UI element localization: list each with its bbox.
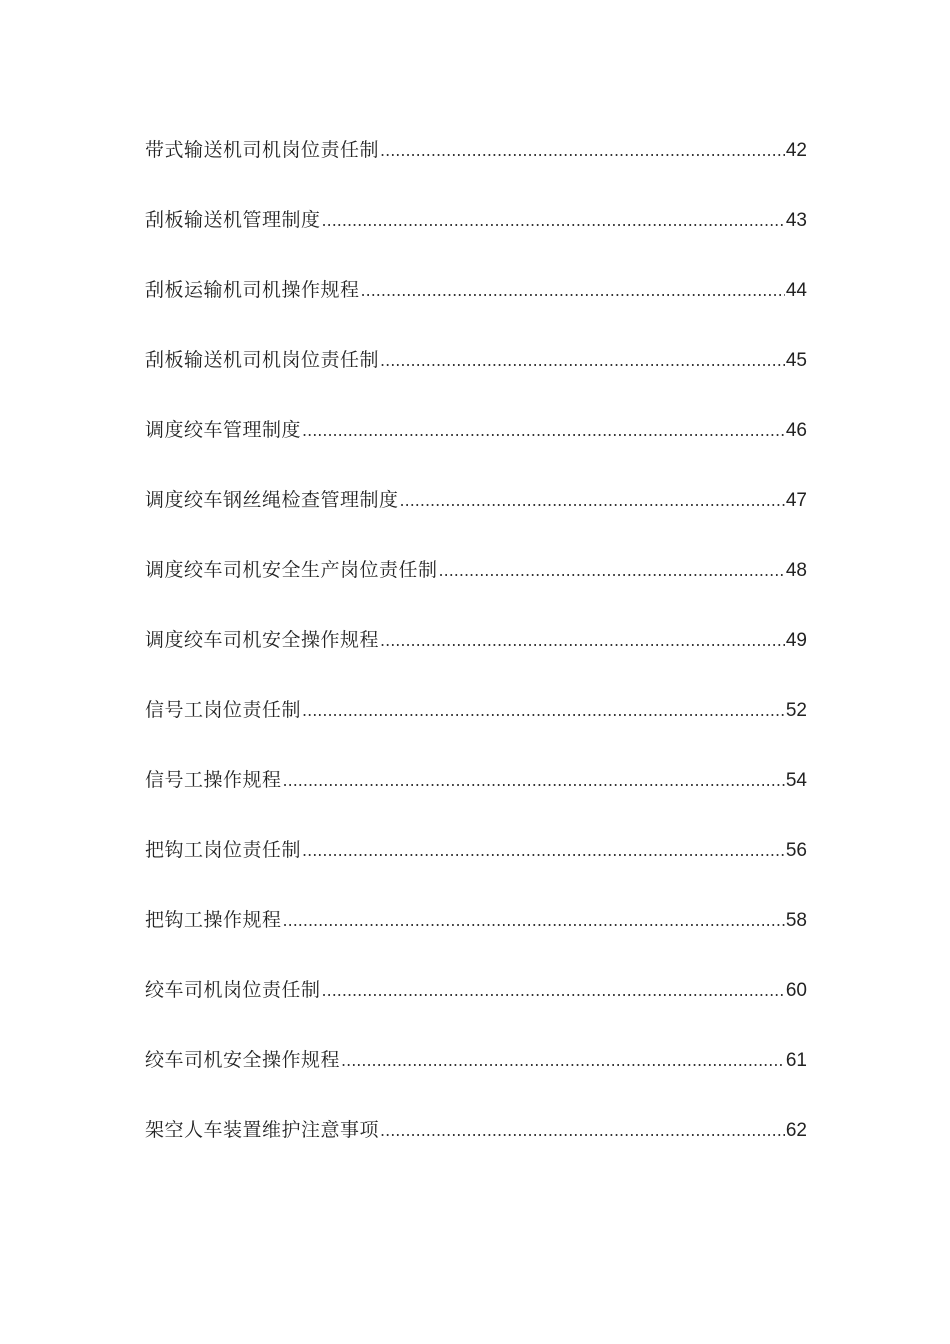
toc-entry-title: 信号工岗位责任制 [145, 699, 302, 721]
toc-entry-page: 45 [785, 350, 807, 371]
toc-entry-title: 信号工操作规程 [145, 769, 282, 791]
toc-entry-page: 62 [785, 1120, 807, 1141]
toc-entry[interactable] [145, 202, 807, 272]
toc-entry-page: 60 [785, 980, 807, 1001]
toc-entry-page: 58 [785, 910, 807, 931]
toc-entry[interactable] [145, 762, 807, 832]
toc-dot-leader [400, 483, 785, 519]
toc-dot-leader [380, 1113, 785, 1149]
toc-dot-leader [322, 973, 785, 1009]
toc-entry-title: 架空人车装置维护注意事项 [145, 1119, 380, 1141]
toc-entry[interactable] [145, 272, 807, 342]
toc-entry-title: 刮板输送机管理制度 [145, 209, 321, 231]
toc-entry-page: 47 [785, 490, 807, 511]
toc-entry-title: 刮板输送机司机岗位责任制 [145, 349, 380, 371]
toc-entry-page: 56 [785, 840, 807, 861]
toc-dot-leader [439, 553, 785, 589]
toc-dot-leader [341, 1043, 785, 1079]
toc-entry[interactable] [145, 552, 807, 622]
toc-dot-leader [283, 903, 785, 939]
toc-dot-leader [302, 833, 785, 869]
toc-entry-page: 43 [785, 210, 807, 231]
toc-entry-page: 46 [785, 420, 807, 441]
toc-entry[interactable] [145, 692, 807, 762]
toc-dot-leader [283, 763, 785, 799]
toc-entry[interactable] [145, 412, 807, 482]
toc-dot-leader [380, 343, 785, 379]
toc-entry-title: 调度绞车钢丝绳检查管理制度 [145, 489, 399, 511]
toc-dot-leader [361, 273, 785, 309]
table-of-contents [145, 132, 807, 1182]
toc-entry-page: 48 [785, 560, 807, 581]
toc-dot-leader [322, 203, 785, 239]
toc-entry-title: 把钩工操作规程 [145, 909, 282, 931]
toc-entry-page: 44 [785, 280, 807, 301]
toc-entry-title: 调度绞车司机安全生产岗位责任制 [145, 559, 438, 581]
toc-entry-title: 绞车司机岗位责任制 [145, 979, 321, 1001]
toc-entry-page: 49 [785, 630, 807, 651]
toc-entry-title: 刮板运输机司机操作规程 [145, 279, 360, 301]
toc-entry-page: 52 [785, 700, 807, 721]
toc-dot-leader [302, 413, 785, 449]
toc-dot-leader [302, 693, 785, 729]
toc-entry-title: 调度绞车司机安全操作规程 [145, 629, 380, 651]
toc-entry-title: 带式输送机司机岗位责任制 [145, 139, 380, 161]
toc-entry[interactable] [145, 132, 807, 202]
toc-entry[interactable] [145, 1042, 807, 1112]
toc-entry-page: 61 [785, 1050, 807, 1071]
toc-entry[interactable] [145, 482, 807, 552]
toc-dot-leader [380, 623, 785, 659]
toc-entry-title: 调度绞车管理制度 [145, 419, 302, 441]
toc-entry[interactable] [145, 622, 807, 692]
toc-entry-title: 绞车司机安全操作规程 [145, 1049, 341, 1071]
toc-entry[interactable] [145, 972, 807, 1042]
toc-entry-page: 54 [785, 770, 807, 791]
toc-entry-title: 把钩工岗位责任制 [145, 839, 302, 861]
toc-entry-page: 42 [785, 140, 807, 161]
toc-entry[interactable] [145, 902, 807, 972]
toc-entry[interactable] [145, 1112, 807, 1182]
toc-dot-leader [380, 133, 785, 169]
toc-entry[interactable] [145, 832, 807, 902]
toc-entry[interactable] [145, 342, 807, 412]
